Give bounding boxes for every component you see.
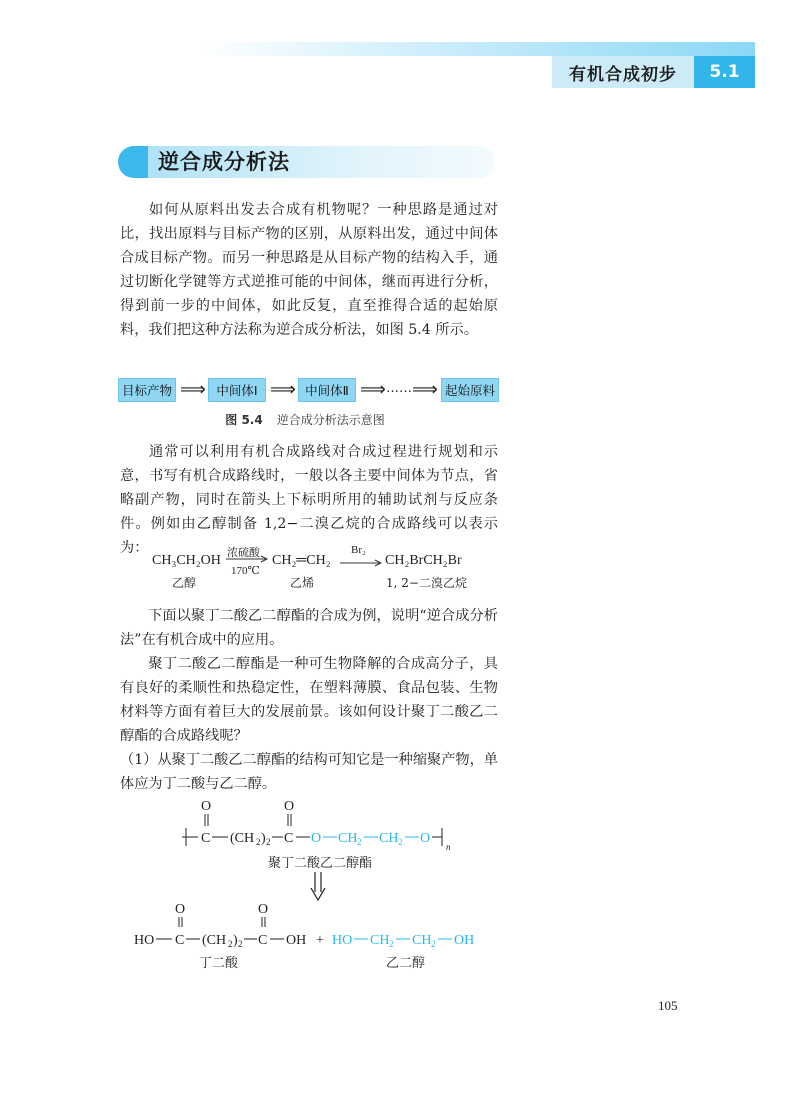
reaction-temperature: 170℃ — [231, 565, 260, 577]
paragraph-2-text: 通常可以利用有机合成路线对合成过程进行规划和示意，书写有机合成路线时，一般以各主要中间体为节点，省略副产物，同时在箭头上下标明所用的辅助试剂与反应条件。例如由乙醇制备 1,2−二溴乙烷的合成路线可以表示为： — [120, 444, 498, 556]
reaction-arrow-1 — [226, 554, 270, 564]
svg-text:CH: CH — [379, 831, 399, 846]
svg-text:2: 2 — [398, 837, 403, 847]
succinic-acid-name: 丁二酸 — [199, 956, 239, 971]
svg-text:HO: HO — [134, 933, 155, 948]
ethylene-name: 乙烯 — [290, 576, 315, 590]
section-title: 逆合成分析法 — [158, 150, 290, 174]
flow-ellipsis: …… — [386, 381, 412, 396]
dibromoethane-formula: CH₂BrCH₂Br — [385, 553, 462, 568]
figure-caption — [0, 411, 610, 428]
double-arrow-icon: ⟹ — [412, 379, 438, 400]
paragraph-2 — [120, 440, 498, 560]
flow-node-intermediate-1: 中间体Ⅰ — [208, 378, 266, 402]
ethanol-name: 乙醇 — [172, 576, 197, 590]
svg-text:2: 2 — [389, 939, 394, 949]
svg-text:O: O — [284, 799, 295, 814]
svg-text:C: C — [201, 831, 211, 846]
paragraph-1-text: 如何从原料出发去合成有机物呢？一种思路是通过对比，找出原料与目标产物的区别，从原料出发，通过中间体合成目标产物。而另一种思路是从目标产物的结构入手，通过切断化学键等方式逆推可能的中间体，继而再进行分析，得到前一步的中间体，如此反复，直至推得合适的起始原料，我们把这种方法称为逆合成分析法，如图 5.4 所示。 — [120, 202, 498, 338]
reaction-arrow-2 — [340, 558, 384, 568]
double-arrow-icon: ⟹ — [360, 379, 386, 400]
flow-node-start: 起始原料 — [441, 378, 499, 402]
paragraph-4 — [120, 652, 498, 748]
svg-text:O: O — [258, 902, 269, 917]
paragraph-5 — [120, 748, 498, 796]
header-gradient-band — [200, 42, 755, 56]
svg-text:2: 2 — [431, 939, 436, 949]
double-arrow-icon: ⟹ — [270, 379, 296, 400]
polymer-structure — [180, 798, 460, 860]
paragraph-3-text: 下面以聚丁二酸乙二醇酯的合成为例，说明“逆合成分析法”在有机合成中的应用。 — [120, 608, 498, 648]
chapter-number: 5.1 — [694, 56, 755, 88]
svg-text:OH: OH — [454, 933, 475, 948]
paragraph-4-text: 聚丁二酸乙二醇酯是一种可生物降解的合成高分子，具有良好的柔顺性和热稳定性，在塑料薄膜、食品包装、生物材料等方面有着巨大的发展前景。该如何设计聚丁二酸乙二醇酯的合成路线呢？ — [120, 656, 498, 744]
ethylene-glycol-name: 乙二醇 — [386, 956, 426, 971]
svg-text:C: C — [258, 933, 268, 948]
chapter-title: 有机合成初步 — [552, 56, 694, 88]
page-number: 105 — [658, 998, 678, 1013]
svg-text:): ) — [233, 933, 238, 948]
section-heading-cap — [118, 146, 148, 178]
figure-number: 图 5.4 — [225, 413, 263, 427]
paragraph-3 — [120, 604, 498, 652]
svg-text:2: 2 — [256, 837, 261, 847]
svg-text:OH: OH — [286, 933, 307, 948]
monomers-structure — [134, 900, 494, 950]
svg-text:CH: CH — [338, 831, 358, 846]
svg-text:2: 2 — [228, 939, 233, 949]
svg-text:HO: HO — [332, 933, 353, 948]
ethylene-formula: CH₂═CH₂ — [272, 553, 331, 568]
svg-text:C: C — [284, 831, 294, 846]
svg-text:(CH: (CH — [230, 831, 255, 846]
svg-text:O: O — [175, 902, 186, 917]
svg-text:O: O — [311, 831, 322, 846]
dibromoethane-name: 1, 2−二溴乙烷 — [386, 576, 467, 590]
svg-text:2: 2 — [238, 939, 243, 949]
svg-text:C: C — [175, 933, 185, 948]
svg-text:CH: CH — [370, 933, 390, 948]
ethanol-formula: CH₃CH₂OH — [152, 553, 221, 568]
reagent-concentrated-sulfuric-acid: 浓硫酸 — [227, 546, 260, 559]
reagent-bromine: Br₂ — [351, 544, 366, 556]
svg-text:): ) — [261, 831, 266, 846]
flow-node-intermediate-2: 中间体Ⅱ — [298, 378, 356, 402]
polymer-subscript-n: n — [446, 842, 451, 852]
svg-text:CH: CH — [412, 933, 432, 948]
paragraph-1 — [120, 198, 498, 342]
double-arrow-icon: ⟹ — [180, 379, 206, 400]
svg-text:(CH: (CH — [202, 933, 227, 948]
figure-caption-text: 逆合成分析法示意图 — [276, 413, 385, 427]
svg-text:+: + — [316, 933, 324, 948]
polymer-name: 聚丁二酸乙二醇酯 — [268, 856, 373, 871]
svg-text:2: 2 — [266, 837, 271, 847]
double-down-arrow-icon — [309, 872, 329, 902]
svg-text:2: 2 — [357, 837, 362, 847]
svg-text:O: O — [420, 831, 431, 846]
paragraph-5-text: （1）从聚丁二酸乙二醇酯的结构可知它是一种缩聚产物，单体应为丁二酸与乙二醇。 — [120, 752, 498, 792]
flow-node-target: 目标产物 — [118, 378, 176, 402]
svg-text:O: O — [201, 799, 212, 814]
